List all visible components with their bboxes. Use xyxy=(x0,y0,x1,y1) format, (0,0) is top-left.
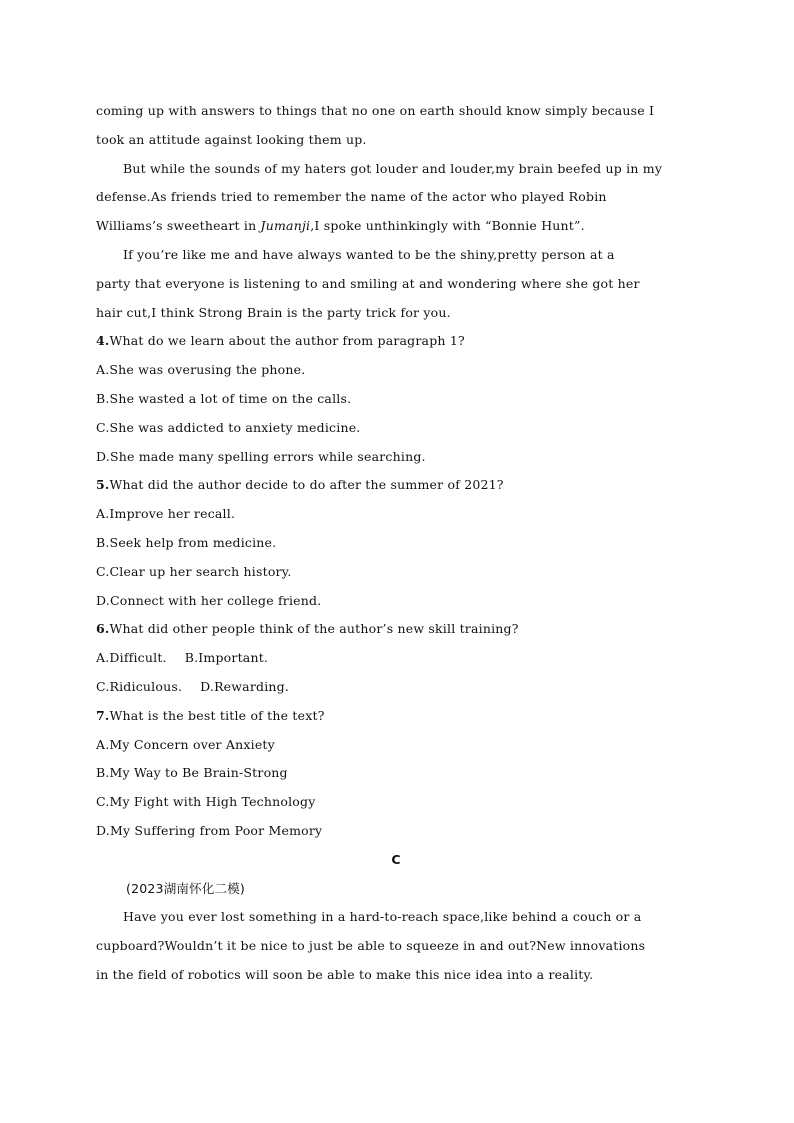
passage-line: party that everyone is listening to and smiling at and wondering where she got her xyxy=(96,275,640,291)
section-heading: C xyxy=(391,851,401,867)
question-stem xyxy=(96,615,696,644)
passage-line: hair cut,I think Strong Brain is the party trick for you. xyxy=(96,304,451,320)
movie-title: Jumanji xyxy=(260,218,311,234)
question-number: 7. xyxy=(96,707,110,723)
passage-line: Have you ever lost something in a hard-to-reach space,like behind a couch or a xyxy=(123,909,642,925)
answer-option: B.She wasted a lot of time on the calls. xyxy=(96,390,352,406)
question-text: What do we learn about the author from paragraph 1? xyxy=(109,333,465,349)
answer-option: B.My Way to Be Brain-Strong xyxy=(96,765,288,781)
answer-option: C.She was addicted to anxiety medicine. xyxy=(96,419,361,435)
passage-line: defense.As friends tried to remember the name of the actor who played Robin xyxy=(96,189,607,205)
answer-option: C.Clear up her search history. xyxy=(96,563,292,579)
question-number: 6. xyxy=(96,621,110,637)
answer-option: A.My Concern over Anxiety xyxy=(96,736,275,752)
answer-option: C.My Fight with High Technology xyxy=(96,794,316,810)
answer-option: B.Seek help from medicine. xyxy=(96,534,277,550)
answer-option: D.Connect with her college friend. xyxy=(96,592,322,608)
answer-option: A.Difficult. xyxy=(96,650,167,666)
answer-option: A.Improve her recall. xyxy=(96,506,236,522)
question-stem xyxy=(96,702,696,731)
passage-line xyxy=(96,212,696,241)
answer-option: D.She made many spelling errors while searching. xyxy=(96,448,426,464)
passage-line: coming up with answers to things that no one on earth should know simply because I xyxy=(96,103,655,118)
question-stem xyxy=(96,327,696,356)
question-text: What did other people think of the author’s new skill training? xyxy=(109,621,519,637)
answer-option-row xyxy=(96,673,696,702)
question-number: 4. xyxy=(96,333,110,349)
document-page xyxy=(96,97,696,990)
question-stem xyxy=(96,471,696,500)
source-note: (2023湖南怀化二模) xyxy=(126,880,245,896)
passage-line: took an attitude against looking them up. xyxy=(96,131,367,147)
answer-option: A.She was overusing the phone. xyxy=(96,362,306,378)
passage-line: cupboard?Wouldn’t it be nice to just be able to squeeze in and out?New innovations xyxy=(96,938,646,954)
answer-option: D.Rewarding. xyxy=(200,678,290,694)
passage-line: If you’re like me and have always wanted to be the shiny,pretty person at a xyxy=(123,246,615,262)
question-text: What is the best title of the text? xyxy=(109,707,325,723)
passage-line: in the field of robotics will soon be able to make this nice idea into a reality. xyxy=(96,966,594,982)
question-number: 5. xyxy=(96,477,110,493)
question-text: What did the author decide to do after the summer of 2021? xyxy=(109,477,504,493)
answer-option: C.Ridiculous. xyxy=(96,678,183,694)
passage-line: But while the sounds of my haters got louder and louder,my brain beefed up in my xyxy=(123,160,663,176)
passage-text: Williams’s sweetheart in xyxy=(96,218,261,234)
answer-option: D.My Suffering from Poor Memory xyxy=(96,822,323,838)
answer-option-row xyxy=(96,644,696,673)
passage-text: ,I spoke unthinkingly with “Bonnie Hunt”. xyxy=(310,218,585,234)
answer-option: B.Important. xyxy=(184,650,269,666)
